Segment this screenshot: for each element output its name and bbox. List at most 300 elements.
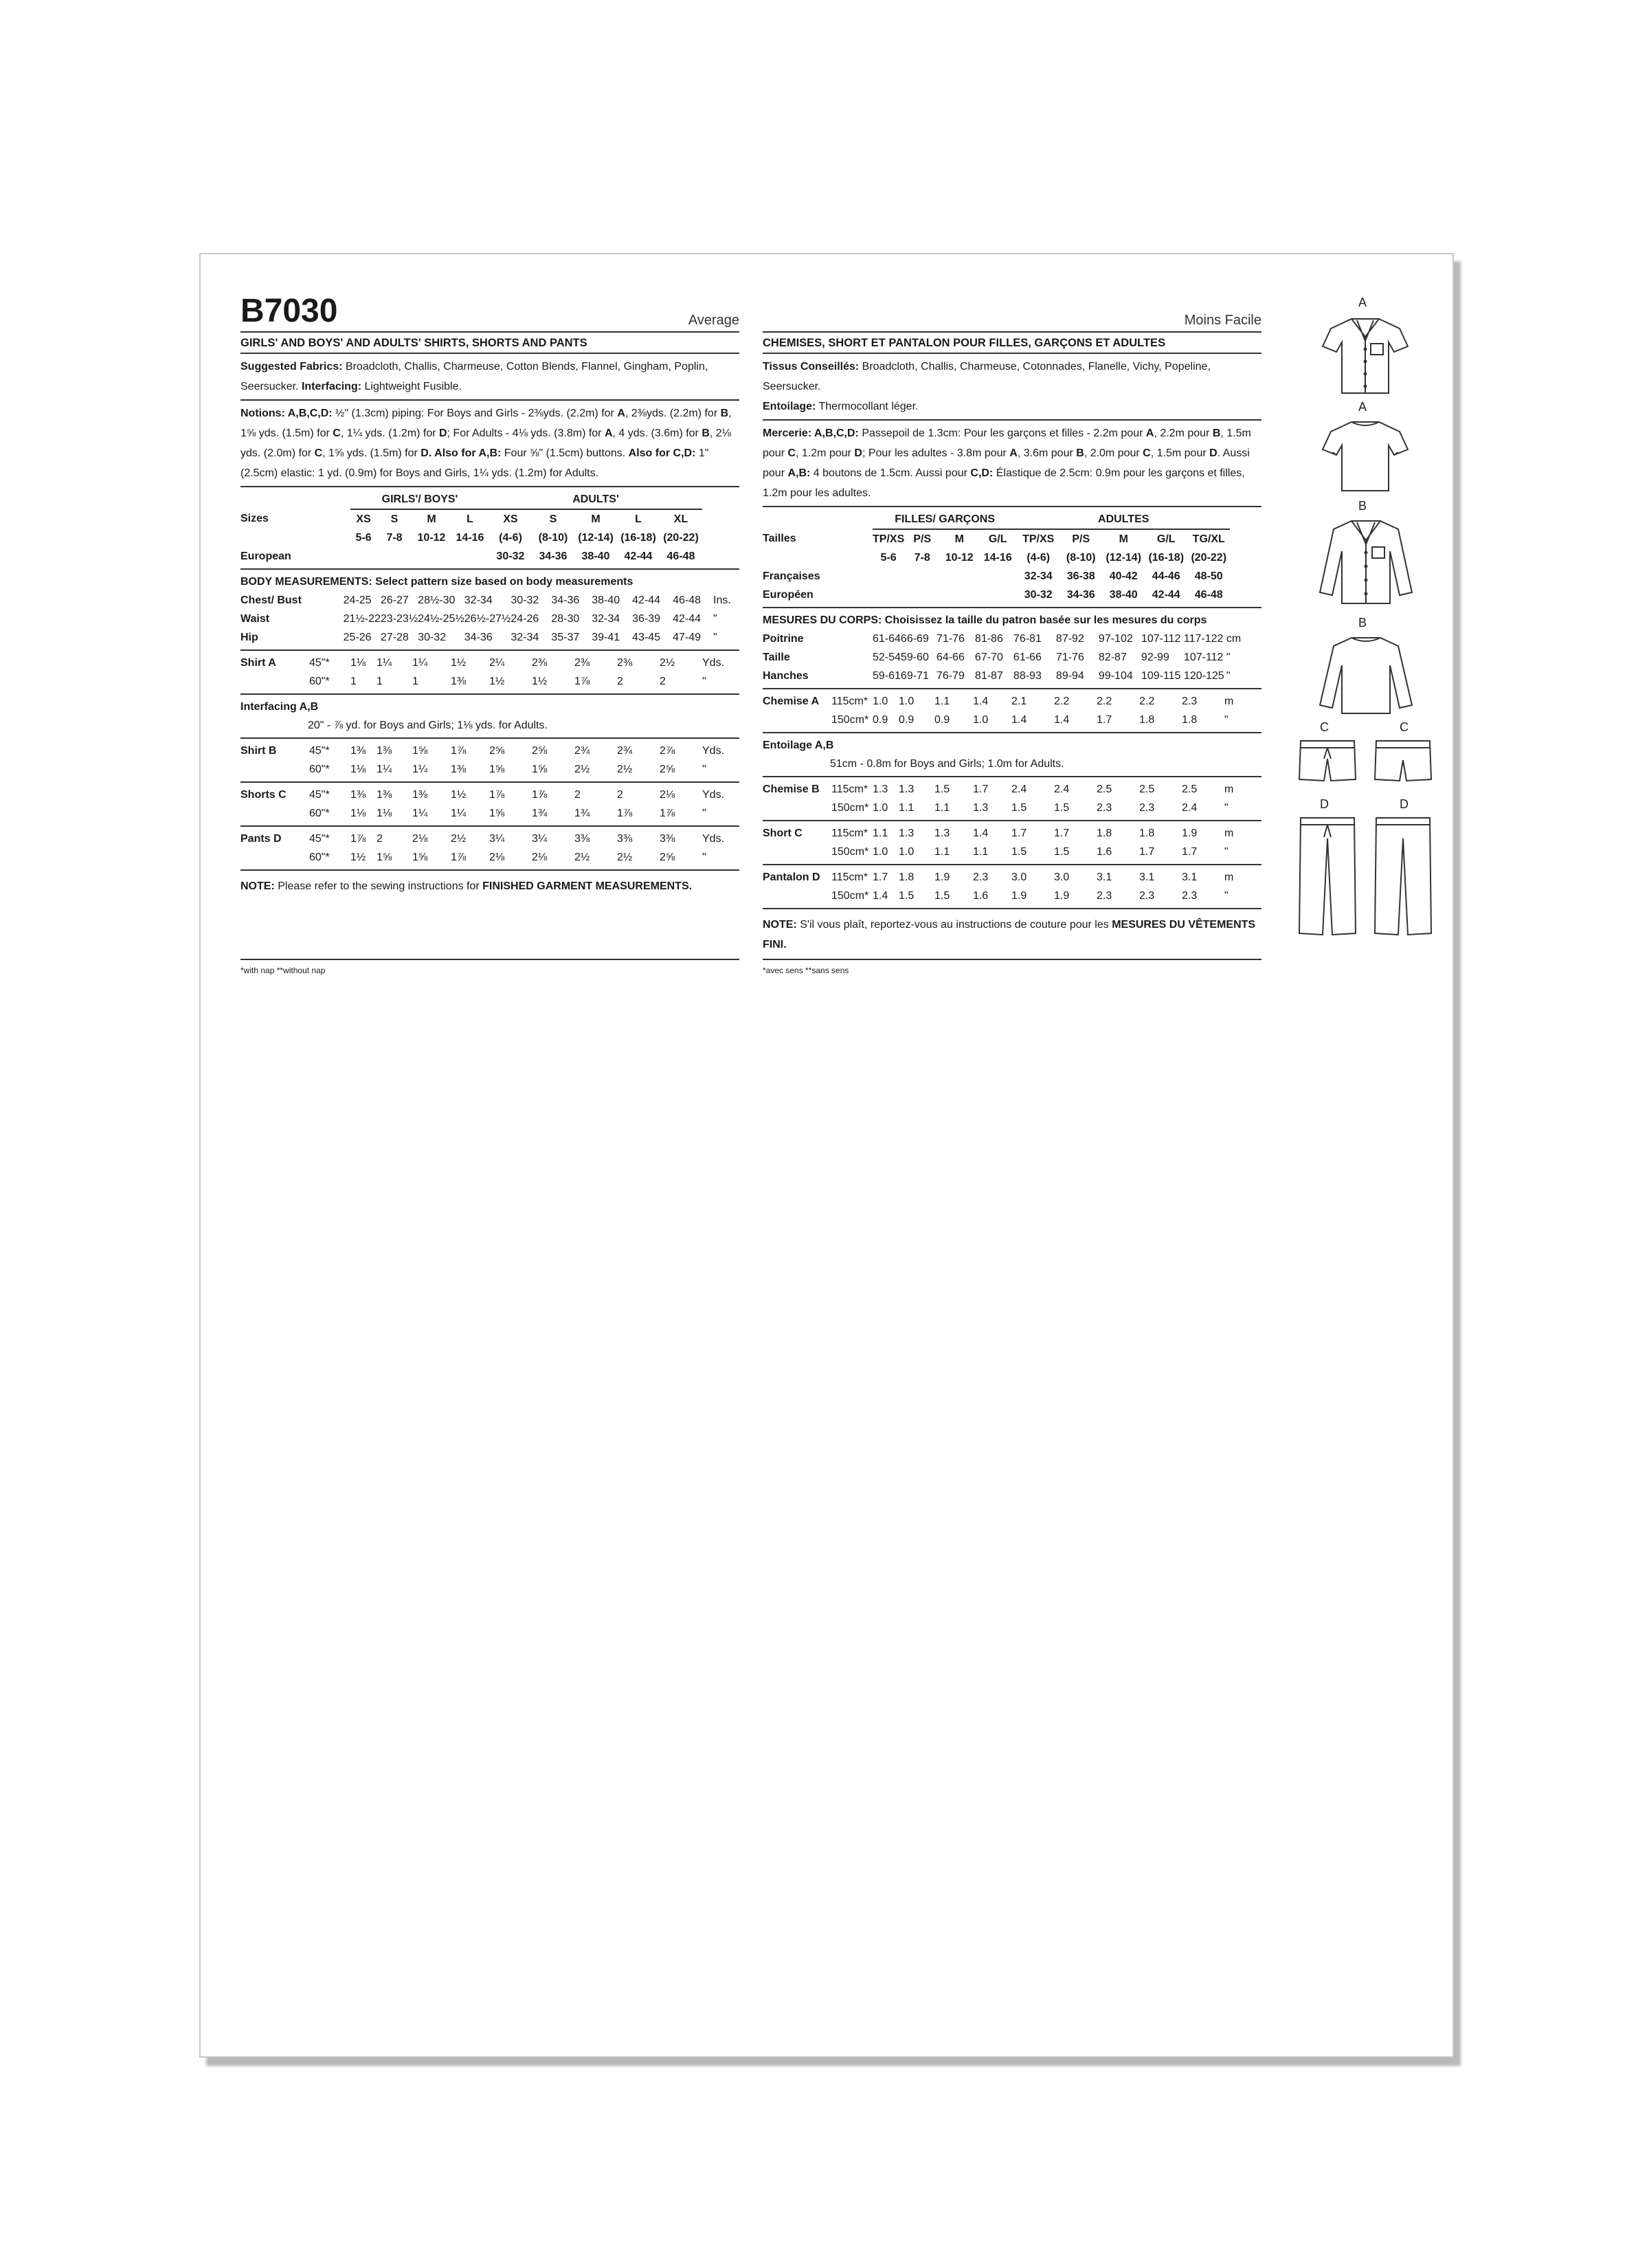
measurement-cell: 52-54 bbox=[873, 651, 901, 663]
fabric-width-cell: 60"* bbox=[309, 763, 330, 775]
unit-cell: " bbox=[702, 807, 706, 819]
size-cell: 46-48 bbox=[1194, 588, 1223, 601]
yardage-cell: 1⅝ bbox=[489, 807, 505, 819]
measurement-label: Hanches bbox=[763, 669, 809, 682]
view-label: D bbox=[1400, 797, 1409, 811]
spacer-cell bbox=[831, 510, 873, 529]
measurement-cell: 25-26 bbox=[343, 631, 372, 643]
spacer-cell bbox=[831, 567, 873, 586]
yardage-row bbox=[240, 760, 730, 779]
yardage-cell: 1¼ bbox=[412, 656, 428, 669]
yardage-cell: 2.4 bbox=[1011, 783, 1027, 795]
spacer-cell bbox=[831, 548, 873, 567]
size-cell: L bbox=[467, 513, 473, 525]
yardage-row bbox=[763, 824, 1252, 843]
size-cell: 38-40 bbox=[1109, 588, 1138, 601]
spacer-cell bbox=[1230, 529, 1257, 548]
yardage-cell: 1.7 bbox=[1182, 845, 1198, 858]
garment-label: Chemise B bbox=[763, 783, 820, 795]
spacer-cell bbox=[1230, 586, 1257, 604]
spacer-cell bbox=[240, 760, 309, 779]
group-header-row bbox=[763, 510, 1257, 529]
measurement-cell: 32-34 bbox=[464, 594, 493, 606]
yardage-cell: 3⅜ bbox=[617, 832, 633, 845]
pattern-envelope-sheet bbox=[199, 253, 1454, 2058]
spacer-cell bbox=[240, 848, 309, 867]
size-cell: 48-50 bbox=[1194, 570, 1223, 582]
yardage-cell: 1⅜ bbox=[412, 788, 428, 801]
size-number-cell: (4-6) bbox=[499, 531, 522, 544]
spacer-cell bbox=[1230, 567, 1257, 586]
yardage-cell: 2.2 bbox=[1097, 695, 1112, 707]
size-number-cell: (20-22) bbox=[663, 531, 699, 544]
yardage-shirt-a bbox=[240, 654, 739, 691]
view-label: B bbox=[1358, 616, 1367, 630]
unit-cell: m bbox=[1224, 871, 1234, 883]
yardage-cell: 1.1 bbox=[899, 801, 915, 814]
unit-cell: " bbox=[1224, 713, 1229, 726]
yardage-cell: 1¾ bbox=[532, 807, 548, 819]
size-number-cell: 7-8 bbox=[386, 531, 403, 544]
measurement-cell: 82-87 bbox=[1098, 651, 1127, 663]
divider bbox=[763, 688, 1261, 689]
yardage-cell: 2⅜ bbox=[574, 656, 590, 669]
yardage-cell: 2.2 bbox=[1054, 695, 1070, 707]
yardage-row bbox=[240, 742, 730, 760]
long-sleeve-shirt-back-icon bbox=[1314, 634, 1417, 716]
yardage-cell: 1⅞ bbox=[350, 832, 366, 845]
yardage-cell: 1.3 bbox=[873, 783, 888, 795]
measurement-cell: 42-44 bbox=[632, 594, 661, 606]
unit-cell: Yds. bbox=[702, 788, 725, 801]
measurement-cell: 81-86 bbox=[974, 632, 1003, 645]
yardage-row bbox=[763, 843, 1252, 861]
yardage-cell: 1.8 bbox=[1139, 827, 1155, 839]
yardage-cell: 1.6 bbox=[1097, 845, 1112, 858]
spacer-cell bbox=[702, 490, 730, 509]
fabric-width-cell: 60"* bbox=[309, 675, 330, 687]
size-number-cell: 14-16 bbox=[983, 551, 1012, 564]
group-adults-label: ADULTS' bbox=[489, 490, 702, 509]
divider bbox=[763, 908, 1261, 909]
measurement-cell: 120-125 bbox=[1183, 669, 1224, 682]
size-number-cell: (12-14) bbox=[578, 531, 614, 544]
garment-label: Shorts C bbox=[240, 788, 287, 801]
measurement-cell: 59-60 bbox=[900, 651, 929, 663]
size-cell: TP/XS bbox=[1022, 533, 1055, 545]
size-cell: 30-32 bbox=[1024, 588, 1053, 601]
yardage-cell: 1.5 bbox=[934, 783, 950, 795]
measurement-cell: 26-27 bbox=[380, 594, 409, 606]
yardage-cell: 0.9 bbox=[934, 713, 950, 726]
yardage-cell: 3.0 bbox=[1054, 871, 1070, 883]
yardage-cell: 3.1 bbox=[1139, 871, 1155, 883]
note: NOTE: Please refer to the sewing instructions for FINISHED GARMENT MEASUREMENTS. bbox=[240, 880, 693, 892]
short-sleeve-shirt-front-icon bbox=[1317, 313, 1413, 396]
yardage-cell: 1.7 bbox=[1139, 845, 1155, 858]
divider bbox=[240, 737, 739, 739]
spacer-cell bbox=[309, 547, 350, 566]
yardage-cell: 1⅜ bbox=[377, 788, 392, 801]
unit-cell: m bbox=[1224, 783, 1234, 795]
divider bbox=[763, 506, 1261, 507]
yardage-cell: 1.0 bbox=[873, 801, 888, 814]
measurement-cell: 28-30 bbox=[551, 612, 580, 625]
yardage-cell: 3.0 bbox=[1011, 871, 1027, 883]
pattern-title: GIRLS' AND BOYS' AND ADULTS' SHIRTS, SHORTS AND PANTS bbox=[240, 337, 587, 349]
yardage-cell: 1⅜ bbox=[350, 744, 366, 757]
unit-cell: cm bbox=[1226, 632, 1242, 645]
measurement-cell: 107-112 bbox=[1183, 651, 1224, 663]
measurement-cell: 39-41 bbox=[592, 631, 620, 643]
shorts-back-icon bbox=[1372, 738, 1434, 786]
size-cell bbox=[377, 547, 412, 566]
yardage-cell: 2⅛ bbox=[660, 788, 675, 801]
size-cell bbox=[412, 547, 451, 566]
size-cell bbox=[350, 547, 377, 566]
yardage-cell: 2⅞ bbox=[660, 744, 675, 757]
yardage-cell: 2¼ bbox=[489, 656, 505, 669]
measurement-cell: 26½-27½ bbox=[464, 612, 511, 625]
sizes-row bbox=[240, 509, 730, 529]
yardage-cell: 1⅜ bbox=[451, 675, 467, 687]
fabric-width-cell: 150cm* bbox=[831, 845, 869, 858]
unit-cell: " bbox=[1226, 669, 1231, 682]
size-number-cell: 14-16 bbox=[456, 531, 484, 544]
spacer-cell bbox=[240, 672, 309, 691]
spacer-cell bbox=[763, 799, 831, 817]
unit-cell: " bbox=[1224, 801, 1229, 814]
size-number-cell: (16-18) bbox=[1148, 551, 1185, 564]
size-number-cell: (4-6) bbox=[1027, 551, 1051, 564]
unit-cell: m bbox=[1224, 695, 1234, 707]
unit-cell: Ins. bbox=[713, 594, 731, 606]
yardage-cell: 1.5 bbox=[934, 889, 950, 902]
size-cell bbox=[978, 586, 1017, 604]
measurement-cell: 38-40 bbox=[592, 594, 620, 606]
yardage-cell: 1.1 bbox=[934, 695, 950, 707]
row-label: European bbox=[240, 550, 291, 562]
view-label: A bbox=[1358, 400, 1367, 414]
yardage-cell: 1.3 bbox=[934, 827, 950, 839]
interfacing-title-fr: Entoilage A,B bbox=[763, 740, 834, 751]
yardage-cell: 2.3 bbox=[1182, 695, 1198, 707]
measurement-row bbox=[763, 648, 1254, 667]
suggested-fabrics-fr: Tissus Conseillés: Broadcloth, Challis, Charmeuse, Cotonnades, Flanelle, Vichy, Popeline, Seersucker. Entoilage: Thermocollant léger. bbox=[763, 361, 1211, 412]
size-cell bbox=[904, 567, 940, 586]
garment-label: Pantalon D bbox=[763, 871, 820, 883]
sizes-row bbox=[763, 586, 1257, 604]
size-cell: 38-40 bbox=[581, 550, 610, 562]
sizes-row bbox=[763, 567, 1257, 586]
yardage-cell: 0.9 bbox=[899, 713, 915, 726]
yardage-cell: 1⅝ bbox=[489, 763, 505, 775]
size-cell: S bbox=[390, 513, 399, 525]
row-label: Françaises bbox=[763, 570, 820, 582]
yardage-cell: 1⅝ bbox=[532, 763, 548, 775]
divider bbox=[240, 693, 739, 695]
measurement-cell: 24½-25½ bbox=[418, 612, 464, 625]
yardage-cell: 2⅝ bbox=[489, 744, 505, 757]
measurement-cell: 61-64 bbox=[873, 632, 901, 645]
data-table bbox=[240, 742, 730, 779]
sizes-row bbox=[240, 547, 730, 566]
yardage-cell: 1¼ bbox=[377, 656, 392, 669]
size-cell: XL bbox=[673, 513, 688, 525]
measurement-cell: 87-92 bbox=[1055, 632, 1084, 645]
view-label: A bbox=[1358, 296, 1367, 309]
yardage-row bbox=[763, 780, 1252, 799]
size-cell: P/S bbox=[913, 533, 932, 545]
yardage-cell: 1⅞ bbox=[617, 807, 633, 819]
spacer-cell bbox=[309, 509, 350, 529]
body-measurements-title: BODY MEASUREMENTS: Select pattern size based on body measurements bbox=[240, 576, 633, 588]
yardage-cell: 1.5 bbox=[1011, 801, 1027, 814]
yardage-cell: 1⅜ bbox=[377, 744, 392, 757]
measurement-row bbox=[240, 610, 739, 628]
yardage-cell: 2 bbox=[660, 675, 666, 687]
yardage-row bbox=[240, 786, 730, 804]
yardage-cell: 1½ bbox=[489, 675, 505, 687]
measurement-cell: 28½-30 bbox=[418, 594, 456, 606]
yardage-cell: 2.1 bbox=[1011, 695, 1027, 707]
yardage-cell: 2½ bbox=[451, 832, 467, 845]
spacer-cell bbox=[1230, 510, 1257, 529]
yardage-cell: 1.4 bbox=[873, 889, 888, 902]
yardage-cell: 1⅞ bbox=[660, 807, 675, 819]
pattern-title-fr: CHEMISES, SHORT ET PANTALON POUR FILLES, GARÇONS ET ADULTES bbox=[763, 337, 1166, 349]
yardage-cell: 2⅝ bbox=[660, 851, 675, 863]
size-cell: TP/XS bbox=[873, 533, 905, 545]
yardage-cell: 2.3 bbox=[1139, 801, 1155, 814]
yardage-cell: 1¼ bbox=[451, 807, 467, 819]
yardage-row bbox=[763, 711, 1252, 729]
yardage-cell: 1.5 bbox=[1054, 801, 1070, 814]
yardage-cell: 2.4 bbox=[1182, 801, 1198, 814]
measurement-cell: 32-34 bbox=[511, 631, 539, 643]
garment-label: Short C bbox=[763, 827, 803, 839]
spacer-cell bbox=[831, 586, 873, 604]
measurement-row bbox=[763, 667, 1254, 685]
spacer-cell bbox=[763, 510, 831, 529]
size-cell: 36-38 bbox=[1066, 570, 1095, 582]
divider bbox=[763, 776, 1261, 777]
yardage-chemise-a bbox=[763, 692, 1261, 729]
yardage-cell: 2½ bbox=[617, 851, 633, 863]
sizes-label: Sizes bbox=[240, 513, 269, 524]
unit-cell: " bbox=[702, 851, 706, 863]
yardage-cell: 1⅛ bbox=[350, 807, 366, 819]
spacer-cell bbox=[240, 490, 309, 509]
size-number-cell: (8-10) bbox=[538, 531, 568, 544]
size-cell: 34-36 bbox=[1066, 588, 1095, 601]
garment-label: Shirt B bbox=[240, 744, 277, 757]
size-number-cell: (16-18) bbox=[620, 531, 656, 544]
yardage-cell: 1.4 bbox=[973, 695, 989, 707]
yardage-cell: 1.5 bbox=[899, 889, 915, 902]
data-table bbox=[763, 868, 1252, 905]
yardage-cell: 2⅝ bbox=[532, 744, 548, 757]
yardage-cell: 1.1 bbox=[973, 845, 989, 858]
group-header-row bbox=[240, 490, 730, 509]
size-number-cell: 5-6 bbox=[355, 531, 372, 544]
yardage-cell: 1⅛ bbox=[350, 763, 366, 775]
yardage-cell: 1.3 bbox=[973, 801, 989, 814]
yardage-cell: 2.5 bbox=[1182, 783, 1198, 795]
measurement-cell: 36-39 bbox=[632, 612, 661, 625]
divider bbox=[240, 869, 739, 871]
yardage-cell: 1 bbox=[412, 675, 418, 687]
yardage-cell: 1.7 bbox=[1011, 827, 1027, 839]
yardage-cell: 1¼ bbox=[412, 807, 428, 819]
size-number-cell: (20-22) bbox=[1191, 551, 1227, 564]
yardage-cell: 1 bbox=[350, 675, 357, 687]
group-adults-label: ADULTES bbox=[1017, 510, 1230, 529]
yardage-cell: 1.0 bbox=[973, 713, 989, 726]
size-number-cell: 10-12 bbox=[945, 551, 974, 564]
size-cell: S bbox=[549, 513, 557, 525]
size-cell: 40-42 bbox=[1109, 570, 1138, 582]
size-cell: M bbox=[1119, 533, 1128, 545]
group-kids-label: FILLES/ GARÇONS bbox=[873, 510, 1017, 529]
yardage-cell: 2½ bbox=[660, 656, 675, 669]
yardage-cell: 1.9 bbox=[1011, 889, 1027, 902]
yardage-cell: 1.4 bbox=[973, 827, 989, 839]
size-cell: M bbox=[591, 513, 601, 525]
divider bbox=[240, 649, 739, 651]
yardage-cell: 2.3 bbox=[1097, 889, 1112, 902]
size-cell: M bbox=[427, 513, 436, 525]
measurement-cell: 30-32 bbox=[418, 631, 447, 643]
yardage-cell: 2½ bbox=[574, 851, 590, 863]
french-column bbox=[763, 296, 1261, 955]
yardage-cell: 0.9 bbox=[873, 713, 888, 726]
measurement-cell: 67-70 bbox=[974, 651, 1003, 663]
long-sleeve-shirt-front-icon bbox=[1314, 517, 1417, 606]
yardage-cell: 1.5 bbox=[1011, 845, 1027, 858]
french-header bbox=[763, 296, 1261, 333]
measurement-label: Waist bbox=[240, 612, 270, 625]
measurement-cell: 64-66 bbox=[936, 651, 965, 663]
size-cell: XS bbox=[503, 513, 518, 525]
measurement-cell: 23-23½ bbox=[380, 612, 418, 625]
yardage-cell: 2 bbox=[574, 788, 581, 801]
body-measurements-title-fr: MESURES DU CORPS: Choisissez la taille du patron basée sur les mesures du corps bbox=[763, 614, 1207, 626]
body-measurements-table bbox=[240, 591, 739, 647]
data-table bbox=[240, 830, 730, 867]
fabric-width-cell: 115cm* bbox=[831, 827, 868, 839]
yardage-cell: 3¼ bbox=[532, 832, 548, 845]
measurement-cell: 71-76 bbox=[936, 632, 965, 645]
yardage-cell: 1¼ bbox=[412, 763, 428, 775]
spacer-cell bbox=[763, 843, 831, 861]
divider bbox=[763, 864, 1261, 865]
yardage-cell: 2.5 bbox=[1139, 783, 1155, 795]
unit-cell: Yds. bbox=[702, 744, 725, 757]
yardage-cell: 1.9 bbox=[1054, 889, 1070, 902]
divider bbox=[240, 486, 739, 487]
yardage-cell: 1.9 bbox=[1182, 827, 1198, 839]
unit-cell: " bbox=[713, 631, 717, 643]
notions-fr: Mercerie: A,B,C,D: Passepoil de 1.3cm: Pour les garçons et filles - 2.2m pour A, 2.2m pour B, 1.5m pour C, 1.2m pour D; Pour les adultes - 3.8m pour A, 3.6m pour B, 2.0m pour C, 1.5m pour D. Aussi pour A,B: 4 boutons de 1.5cm. Aussi pour C,D: Élastique de 2.5cm: 0.9m pour les garçons et filles, 1.2m pour les adultes. bbox=[763, 427, 1251, 499]
fabric-width-cell: 45"* bbox=[309, 788, 330, 801]
fabric-width-cell: 45"* bbox=[309, 744, 330, 757]
garment-label: Pants D bbox=[240, 832, 282, 845]
fabric-width-cell: 150cm* bbox=[831, 889, 869, 902]
yardage-cell: 1.0 bbox=[899, 695, 915, 707]
yardage-cell: 3⅜ bbox=[574, 832, 590, 845]
measurement-cell: 24-26 bbox=[511, 612, 539, 625]
measurement-cell: 97-102 bbox=[1098, 632, 1133, 645]
unit-cell: Yds. bbox=[702, 656, 725, 669]
size-cell bbox=[940, 586, 978, 604]
size-cell: G/L bbox=[1156, 533, 1176, 545]
yardage-cell: 1⅞ bbox=[451, 744, 467, 757]
yardage-cell: 1.0 bbox=[899, 845, 915, 858]
divider bbox=[240, 399, 739, 401]
yardage-row bbox=[240, 654, 730, 672]
spacer-cell bbox=[240, 804, 309, 823]
yardage-cell: 2.5 bbox=[1097, 783, 1112, 795]
spacer-cell bbox=[309, 529, 350, 547]
yardage-cell: 1.6 bbox=[973, 889, 989, 902]
yardage-cell: 1.5 bbox=[1054, 845, 1070, 858]
interfacing-title: Interfacing A,B bbox=[240, 701, 319, 713]
yardage-cell: 1½ bbox=[451, 788, 467, 801]
measurement-cell: 47-49 bbox=[673, 631, 701, 643]
measurement-cell: 34-36 bbox=[464, 631, 493, 643]
size-number-cell: 10-12 bbox=[417, 531, 446, 544]
row-label: Européen bbox=[763, 588, 814, 601]
measurement-label: Chest/ Bust bbox=[240, 594, 302, 606]
measurement-cell: 71-76 bbox=[1055, 651, 1084, 663]
unit-cell: Yds. bbox=[702, 832, 725, 845]
data-table bbox=[763, 630, 1254, 685]
yardage-cell: 1¼ bbox=[377, 763, 392, 775]
yardage-cell: 1⅝ bbox=[412, 851, 428, 863]
unit-cell: " bbox=[1224, 845, 1229, 858]
yardage-cell: 1⅛ bbox=[350, 656, 366, 669]
yardage-cell: 1.7 bbox=[873, 871, 888, 883]
measurement-cell: 117-122 bbox=[1183, 632, 1224, 645]
yardage-row bbox=[763, 692, 1252, 711]
yardage-cell: 2⅛ bbox=[412, 832, 428, 845]
measurement-cell: 35-37 bbox=[551, 631, 580, 643]
measurement-cell: 88-93 bbox=[1013, 669, 1042, 682]
yardage-cell: 1⅞ bbox=[451, 851, 467, 863]
pattern-code: B7030 bbox=[240, 293, 338, 329]
yardage-cell: 2½ bbox=[574, 763, 590, 775]
measurement-cell: 30-32 bbox=[511, 594, 539, 606]
yardage-cell: 1.0 bbox=[873, 845, 888, 858]
measurement-cell: 109-115 bbox=[1141, 669, 1181, 682]
yardage-cell: 2¾ bbox=[574, 744, 590, 757]
size-cell: 42-44 bbox=[1152, 588, 1180, 601]
yardage-cell: 2.3 bbox=[1182, 889, 1198, 902]
sizes-numbers-row bbox=[240, 529, 730, 547]
sizes-row bbox=[763, 529, 1257, 548]
yardage-cell: 1⅛ bbox=[377, 807, 392, 819]
size-number-cell: 5-6 bbox=[880, 551, 897, 564]
yardage-cell: 2 bbox=[617, 675, 623, 687]
yardage-cell: 1.1 bbox=[934, 845, 950, 858]
divider bbox=[763, 732, 1261, 733]
measurement-cell: 107-112 bbox=[1141, 632, 1181, 645]
yardage-row bbox=[763, 799, 1252, 817]
data-table bbox=[763, 692, 1252, 729]
body-measurements-table-fr bbox=[763, 630, 1261, 685]
fabric-width-cell: 60"* bbox=[309, 851, 330, 863]
